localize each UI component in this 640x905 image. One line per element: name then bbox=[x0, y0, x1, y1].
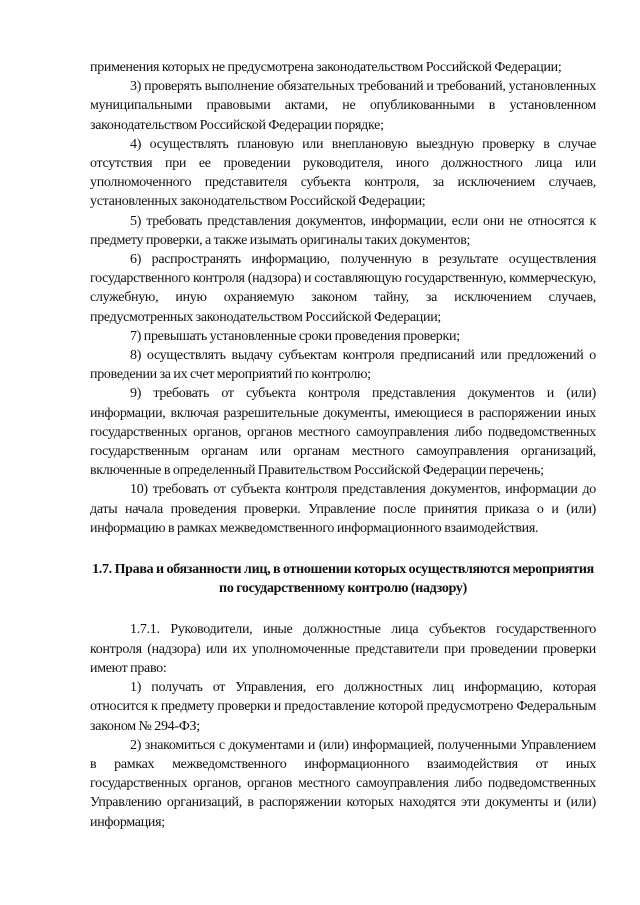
paragraph-item-3: 3) проверять выполнение обязательных требований и требований, установленных муниципальными правовыми актами, не опубликованными в установленном законодательством Российской Федерации порядке; bbox=[90, 79, 596, 133]
paragraph-item-6: 6) распространять информацию, полученную в результате осуществления государственного контроля (надзора) и составляющую государственную, коммерческую, служебную, иную охраняемую законом тайну, за исключением случаев, предусмотренных законодательством Российской Федерации; bbox=[90, 252, 596, 325]
paragraph-item-10: 10) требовать от субъекта контроля представления документов, информации до даты начала проведения проверки. Управление после принятия приказа о и (или) информацию в рамках межведомственного информационного взаимодействия. bbox=[90, 482, 596, 536]
paragraph-item-5: 5) требовать представления документов, информации, если они не относятся к предмету проверки, а также изымать оригиналы таких документов; bbox=[90, 213, 596, 248]
paragraph-item-4: 4) осуществлять плановую или внеплановую выездную проверку в случае отсутствия при ее проведении руководителя, иного должностного лица или уполномоченного представителя субъекта контроля, за исключением случаев, установленных законодательством Российской Федерации; bbox=[90, 136, 596, 210]
paragraph-right-1: 1) получать от Управления, его должностных лиц информацию, которая относится к предмету проверки и предоставление которой предусмотрено Федеральным законом № 294-ФЗ; bbox=[90, 680, 596, 734]
document-body bbox=[90, 58, 596, 832]
paragraph-item-7: 7) превышать установленные сроки проведения проверки; bbox=[130, 328, 460, 344]
paragraph-right-2: 2) знакомиться с документами и (или) информацией, полученными Управлением в рамках межведомственного информационного взаимодействия от иных государственных органов, органов местного самоуправления либо подведомственных Управлению организаций, в распоряжении которых находятся эти документы и (или) информация; bbox=[90, 737, 596, 830]
paragraph-continuation: применения которых не предусмотрена законодательством Российской Федерации; bbox=[90, 60, 562, 75]
paragraph-item-8: 8) осуществлять выдачу субъектам контроля предписаний или предложений о проведении за их счет мероприятий по контролю; bbox=[90, 348, 596, 383]
paragraph-1-7-1: 1.7.1. Руководители, иные должностные лица субъектов государственного контроля (надзора) или их уполномоченные представители при проведении проверки имеют право: bbox=[90, 622, 596, 676]
section-heading: 1.7. Права и обязанности лиц, в отношении которых осуществляются мероприятия по государственному контролю (надзору) bbox=[92, 562, 594, 597]
paragraph-item-9: 9) требовать от субъекта контроля представления документов и (или) информации, включая разрешительные документы, имеющиеся в распоряжении иных государственных органов, органов местного самоуправления либо подведомственных государственным органам или органам местного самоуправления организаций, включенные в определенный Правительством Российской Федерации перечень; bbox=[90, 386, 596, 479]
